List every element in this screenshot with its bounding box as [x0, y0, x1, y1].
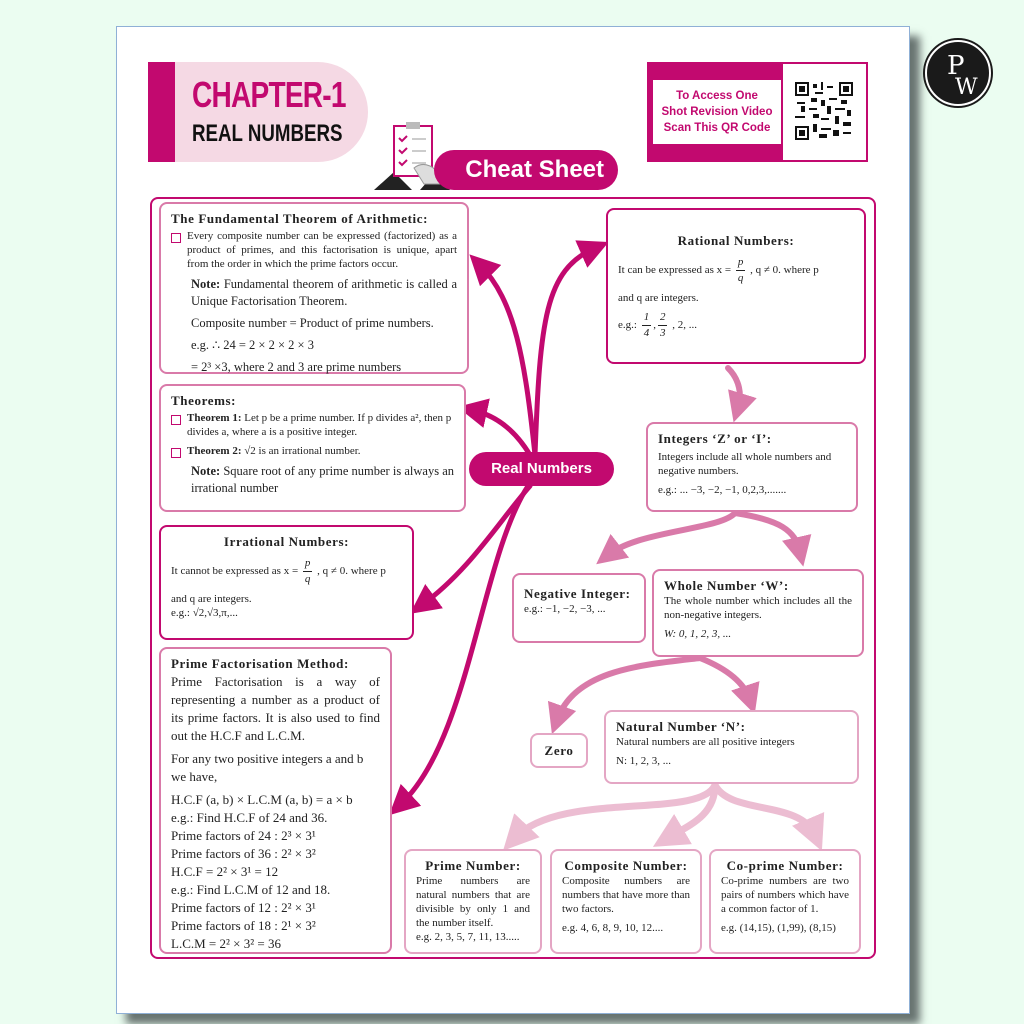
prime-factorisation-title: Prime Factorisation Method:	[171, 656, 349, 671]
theorems-title: Theorems:	[171, 393, 237, 408]
rational-box: Rational Numbers: It can be expressed as x = $\frac{p}{q}$ , q ≠ 0. where p and q are integers. e.g.: $\frac{1}{4}$ , $\frac{2}{3}$ , 2, ...	[606, 208, 866, 364]
prime-number-box	[404, 849, 542, 954]
prime-number-title: Prime Number:	[425, 858, 521, 873]
prime-factorisation-intro: For any two positive integers a and b we have,	[171, 751, 364, 784]
negative-integer-example: e.g.: −1, −2, −3, ...	[524, 603, 606, 615]
checkbox-bullet-icon	[171, 448, 181, 458]
whole-number-example: W: 0, 1, 2, 3, ...	[664, 628, 732, 640]
hcf-lcm-formula: H.C.F (a, b) × L.C.M (a, b) = a × b	[171, 792, 353, 807]
fraction-p-q: $\frac{p}{q}$	[304, 557, 311, 585]
example-line: Prime factors of 18 : 2¹ × 3²	[171, 918, 316, 933]
example-line: e.g.: Find H.C.F of 24 and 36.	[171, 810, 328, 825]
theorem-1-label: Theorem 1:	[187, 412, 242, 424]
whole-number-box	[652, 569, 864, 657]
fta-note: Fundamental theorem of arithmetic is called a Unique Factorisation Theorem.	[191, 277, 457, 308]
rational-title: Rational Numbers:	[677, 233, 795, 248]
theorem-2-label: Theorem 2:	[187, 445, 242, 457]
chapter-title: CHAPTER-1	[192, 74, 346, 115]
fta-result: = 2³ ×3, where 2 and 3 are prime numbers	[191, 360, 402, 374]
qr-instruction: To Access One Shot Revision Video Scan This QR Code	[653, 80, 781, 144]
cheat-sheet-badge: Cheat Sheet	[434, 150, 618, 190]
natural-number-box	[604, 710, 859, 784]
fraction-2-3: $\frac{2}{3}$	[659, 311, 666, 339]
irrational-example: e.g.: √2,√3,π,...	[171, 607, 238, 619]
zero-box	[530, 733, 588, 768]
integers-desc: Integers include all whole numbers and negative numbers.	[658, 451, 832, 477]
prime-number-example: e.g. 2, 3, 5, 7, 11, 13.....	[416, 931, 520, 943]
composite-number-title: Composite Number:	[564, 858, 688, 873]
example-line: e.g.: Find L.C.M of 12 and 18.	[171, 882, 331, 897]
theorem-1-text: Let p be a prime number. If p divides a², then p divides a, where a is a positive integer.	[187, 412, 452, 438]
fta-example: e.g. ∴ 24 = 2 × 2 × 2 × 3	[191, 338, 314, 352]
composite-number-desc: Composite numbers are numbers that have more than two factors.	[562, 875, 690, 915]
fraction-p-q: $\frac{p}{q}$	[737, 256, 744, 284]
note-label: Note:	[191, 277, 221, 291]
prime-factorisation-desc: Prime Factorisation is a way of representing a number as a product of its prime factors. It is also used to find out the H.C.F and L.C.M.	[171, 674, 380, 743]
example-label: e.g.:	[618, 319, 637, 332]
irrational-def: It cannot be expressed as x =	[171, 565, 299, 578]
fta-line: Composite number = Product of prime numbers.	[191, 316, 434, 330]
natural-number-title: Natural Number ‘N’:	[616, 719, 746, 734]
checkbox-bullet-icon	[171, 415, 181, 425]
coprime-number-example: e.g. (14,15), (1,99), (8,15)	[721, 922, 836, 934]
rational-def-tail: , q ≠ 0. where p	[750, 264, 819, 277]
rational-example-tail: , 2, ...	[672, 319, 697, 332]
prime-factorisation-box	[159, 647, 392, 954]
negative-integer-title: Negative Integer:	[524, 586, 631, 601]
natural-number-desc: Natural numbers are all positive integers	[616, 736, 795, 748]
checkbox-bullet-icon	[171, 233, 181, 243]
irrational-def-line2: and q are integers.	[171, 593, 252, 605]
fta-box	[159, 202, 469, 374]
coprime-number-box	[709, 849, 861, 954]
chapter-subject: REAL NUMBERS	[192, 120, 343, 147]
whole-number-desc: The whole number which includes all the non-negative integers.	[664, 595, 852, 621]
theorems-note: Square root of any prime number is always an irrational number	[191, 464, 455, 495]
natural-number-example: N: 1, 2, 3, ...	[616, 755, 671, 767]
note-label: Note:	[191, 464, 221, 478]
rational-def: It can be expressed as x =	[618, 264, 732, 277]
example-line: H.C.F = 2² × 3¹ = 12	[171, 864, 279, 879]
prime-number-desc: Prime numbers are natural numbers that are divisible by only 1 and the number itself.	[416, 875, 530, 929]
real-numbers-node: Real Numbers	[469, 452, 614, 486]
composite-number-box	[550, 849, 702, 954]
irrational-title: Irrational Numbers:	[223, 534, 350, 549]
coprime-number-desc: Co-prime numbers are two pairs of numbers which have a common factor of 1.	[721, 875, 849, 915]
example-line: Prime factors of 36 : 2² × 3²	[171, 846, 316, 861]
irrational-box	[159, 525, 414, 640]
negative-integer-box	[512, 573, 646, 643]
integers-example: e.g.: ... −3, −2, −1, 0,2,3,.......	[658, 484, 787, 496]
example-line: Prime factors of 24 : 2³ × 3¹	[171, 828, 316, 843]
irrational-def-tail: , q ≠ 0. where p	[317, 565, 386, 578]
coprime-number-title: Co-prime Number:	[726, 858, 844, 873]
example-line: Prime factors of 12 : 2² × 3¹	[171, 900, 316, 915]
example-line: L.C.M = 2² × 3² = 36	[171, 936, 281, 951]
integers-title: Integers ‘Z’ or ‘I’:	[658, 431, 772, 446]
whole-number-title: Whole Number ‘W’:	[664, 578, 789, 593]
theorems-box	[159, 384, 466, 512]
rational-def-line2: and q are integers.	[618, 292, 699, 304]
theorem-2-text: √2 is an irrational number.	[244, 445, 361, 457]
fraction-1-4: $\frac{1}{4}$	[643, 311, 650, 339]
composite-number-example: e.g. 4, 6, 8, 9, 10, 12....	[562, 922, 664, 934]
svg-text:P: P	[947, 51, 965, 81]
fta-statement: Every composite number can be expressed (factorized) as a product of primes, and this factorisation is unique, apart from the order in which the prime factors occur.	[187, 230, 457, 270]
integers-box	[646, 422, 858, 512]
svg-text:W: W	[955, 75, 978, 100]
zero-title: Zero	[544, 743, 574, 758]
fta-title: The Fundamental Theorem of Arithmetic:	[171, 211, 429, 226]
